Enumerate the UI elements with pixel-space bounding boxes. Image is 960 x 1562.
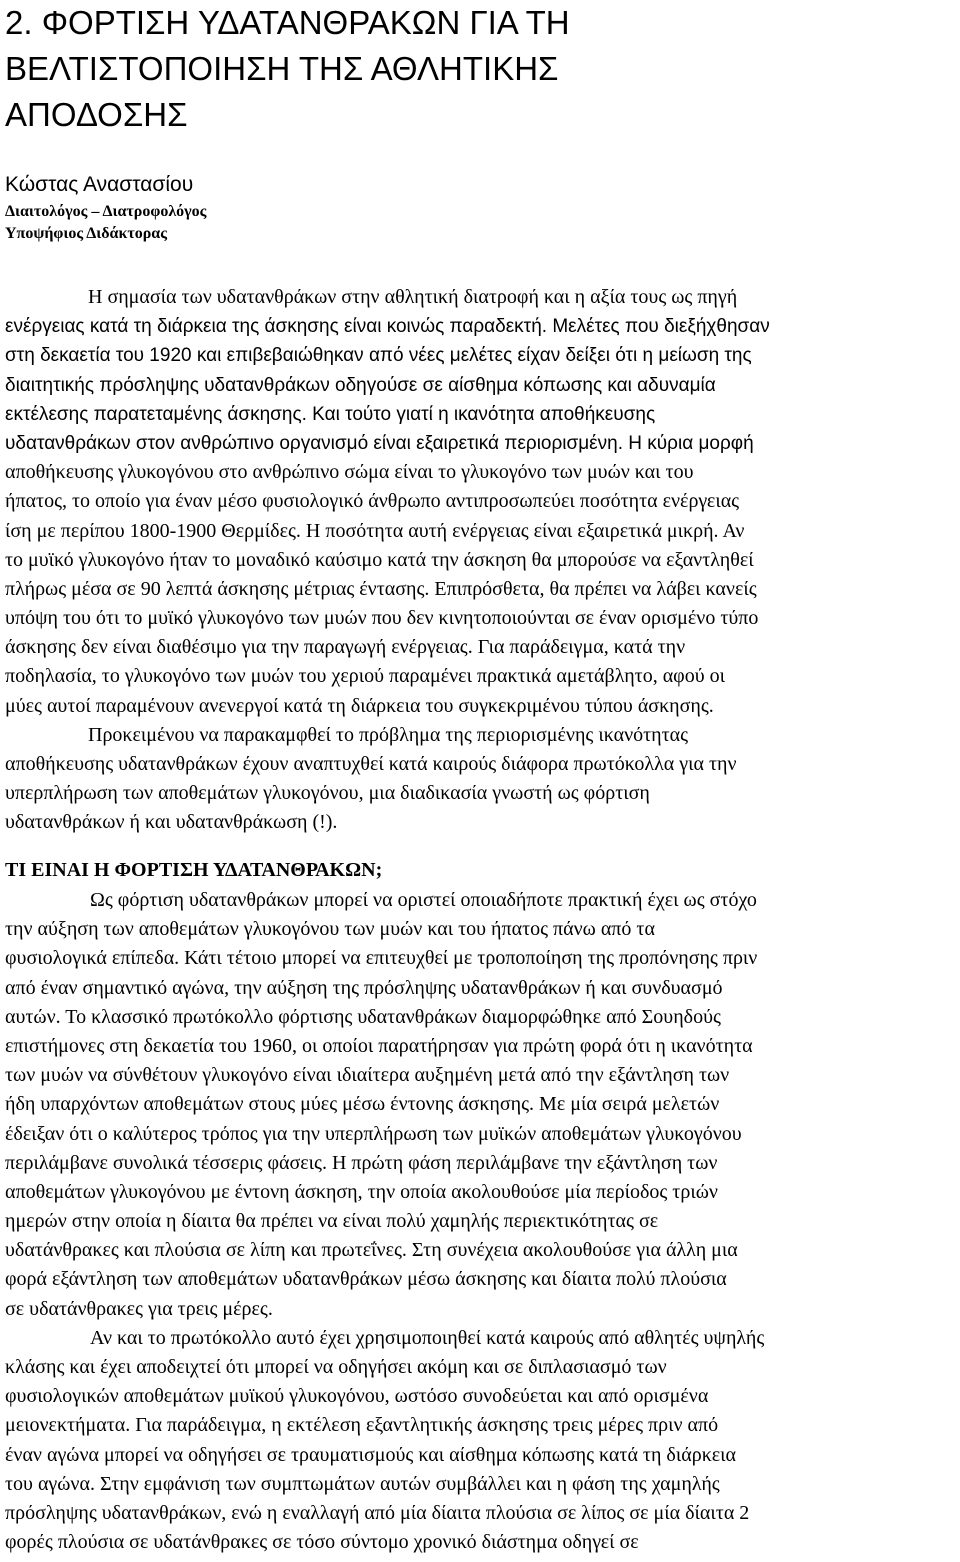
author-role: Διαιτολόγος – Διατροφολόγος: [5, 203, 207, 220]
text-line: έδειξαν ότι ο καλύτερος τρόπος για την υπερπλήρωση των μυϊκών αποθεμάτων γλυκογόνου: [5, 1122, 742, 1145]
text-line: την αύξηση των αποθεμάτων γλυκογόνου των μυών και του ήπατος πάνω από τα: [5, 918, 655, 941]
title-line: 2. ΦΟΡΤΙΣΗ ΥΔΑΤΑΝΘΡΑΚΩΝ ΓΙΑ ΤΗ: [5, 4, 570, 41]
text-line: ίση με περίπου 1800-1900 Θερμίδες. Η ποσότητα αυτή ενέργειας είναι εξαιρετικά μικρή. Αν: [5, 519, 745, 542]
text-line: πλήρως μέσα σε 90 λεπτά άσκησης μέτριας έντασης. Επιπρόσθετα, θα πρέπει να λάβει κανείς: [5, 577, 757, 600]
text-line: Προκειμένου να παρακαμφθεί το πρόβλημα της περιορισμένης ικανότητας: [88, 723, 689, 746]
text-line: από έναν σημαντικό αγώνα, την αύξηση της πρόσληψης υδατανθράκων ή και συνδυασμό: [5, 976, 723, 999]
text-line: υπόψη του ότι το μυϊκό γλυκογόνο των μυών που δεν κινητοποιούνται σε έναν ορισμένο τύπο: [5, 607, 759, 630]
text-line: αποθήκευσης γλυκογόνου στο ανθρώπινο σώμα είναι το γλυκογόνο των μυών και του: [5, 461, 694, 484]
text-line: άσκησης δεν είναι διαθέσιμο για την παραγωγή ενέργειας. Για παράδειγμα, κατά την: [5, 636, 686, 659]
text-line: Αν και το πρωτόκολλο αυτό έχει χρησιμοποιηθεί κατά καιρούς από αθλητές υψηλής: [90, 1326, 765, 1349]
text-line: επιστήμονες στη δεκαετία του 1960, οι οποίοι παρατήρησαν για πρώτη φορά ότι η ικανότητα: [5, 1034, 753, 1057]
text-line: Ως φόρτιση υδατανθράκων μπορεί να οριστεί οποιαδήποτε πρακτική έχει ως στόχο: [90, 889, 757, 911]
text-line: υπερπλήρωση των αποθεμάτων γλυκογόνου, μια διαδικασία γνωστή ως φόρτιση: [5, 782, 650, 805]
text-line: έναν αγώνα μπορεί να οδηγήσει σε τραυματισμούς και αίσθημα κόπωσης κατά τη διάρκεια: [5, 1443, 737, 1466]
text-line: μύες αυτοί παραμένουν ανενεργοί κατά τη διάρκεια του συγκεκριμένου τύπου άσκησης.: [5, 694, 714, 717]
text-line: υδατανθράκων ή και υδατανθράκωση (!).: [5, 811, 338, 834]
text-line: υδατάνθρακες και πλούσια σε λίπη και πρωτεΐνες. Στη συνέχεια ακολουθούσε για άλλη μια: [5, 1239, 738, 1262]
text-line: φορές πλούσια σε υδατάνθρακες σε τόσο σύντομο χρονικό διάστημα οδηγεί σε: [5, 1531, 639, 1554]
text-line: διαιτητικής πρόσληψης υδατανθράκων οδηγούσε σε αίσθημα κόπωσης και αδυναμία: [5, 374, 716, 396]
author-roles: [5, 201, 206, 245]
text-line: ήδη υπαρχόντων αποθεμάτων στους μύες μέσω έντονης άσκησης. Με μία σειρά μελετών: [5, 1093, 720, 1116]
section-heading: ΤΙ ΕΙΝΑΙ Η ΦΟΡΤΙΣΗ ΥΔΑΤΑΝΘΡΑΚΩΝ;: [5, 859, 383, 881]
title-line: ΒΕΛΤΙΣΤΟΠΟΙΗΣΗ ΤΗΣ ΑΘΛΗΤΙΚΗΣ: [5, 50, 559, 87]
text-line: φυσιολογικών αποθεμάτων μυϊκού γλυκογόνου, ωστόσο συνοδεύεται και από ορισμένα: [5, 1385, 709, 1408]
text-line: πρόσληψης υδατανθράκων, ενώ η εναλλαγή από μία δίαιτα πλούσια σε λίπος σε μία δίαιτα 2: [5, 1501, 750, 1524]
text-line: ενέργειας κατά τη διάρκεια της άσκησης είναι κοινώς παραδεκτή. Μελέτες που διεξήχθησαν: [5, 316, 770, 338]
text-line: μειονεκτήματα. Για παράδειγμα, η εκτέλεση εξαντλητικής άσκησης τρεις μέρες πριν από: [5, 1414, 719, 1437]
text-line: Η σημασία των υδατανθράκων στην αθλητική διατροφή και η αξία τους ως πηγή: [88, 286, 738, 308]
text-line: ήπατος, το οποίο για έναν μέσο φυσιολογικό άνθρωπο αντιπροσωπεύει ποσότητα ενέργειας: [5, 490, 740, 513]
text-line: σε υδατάνθρακες για τρεις μέρες.: [5, 1297, 273, 1320]
text-line: αυτών. Το κλασσικό πρωτόκολλο φόρτισης υδατανθράκων διαμορφώθηκε από Σουηδούς: [5, 1005, 721, 1028]
text-line: φορά εξάντληση των αποθεμάτων υδατανθράκων μέσω άσκησης και δίαιτα πολύ πλούσια: [5, 1268, 727, 1291]
text-line: κλάσης και έχει αποδειχτεί ότι μπορεί να οδηγήσει ακόμη και σε διπλασιασμό των: [5, 1356, 667, 1378]
title-line: ΑΠΟΔΟΣΗΣ: [5, 96, 188, 133]
section-paragraphs: [5, 886, 955, 1557]
text-line: το μυϊκό γλυκογόνο ήταν το μοναδικό καύσιμο κατά την άσκηση θα μπορούσε να εξαντληθεί: [5, 548, 754, 571]
text-line: εκτέλεσης παρατεταμένης άσκησης. Και τούτο γιατί η ικανότητα αποθήκευσης: [5, 403, 656, 425]
author-name: Κώστας Αναστασίου: [5, 173, 194, 196]
text-line: φυσιολογικά επίπεδα. Κάτι τέτοιο μπορεί να επιτευχθεί με τροποποίηση της προπόνησης πριν: [5, 947, 758, 970]
text-line: περιλάμβανε συνολικά τέσσερις φάσεις. Η πρώτη φάση περιλάμβανε την εξάντληση των: [5, 1151, 718, 1174]
text-line: των μυών να σύνθέτουν γλυκογόνο είναι ιδιαίτερα αυξημένη μετά από την εξάντληση των: [5, 1064, 730, 1087]
text-line: αποθήκευσης υδατανθράκων έχουν αναπτυχθεί κατά καιρούς διάφορα πρωτόκολλα για την: [5, 753, 737, 775]
text-line: στη δεκαετία του 1920 και επιβεβαιώθηκαν από νέες μελέτες είχαν δείξει ότι η μείωση της: [5, 345, 752, 367]
author-role: Υποψήφιος Διδάκτορας: [5, 225, 167, 242]
text-line: υδατανθράκων στον ανθρώπινο οργανισμό είναι εξαιρετικά περιορισμένη. Η κύρια μορφή: [5, 432, 754, 454]
text-line: αποθεμάτων γλυκογόνου με έντονη άσκηση, την οποία ακολουθούσε μία περίοδος τριών: [5, 1180, 718, 1203]
text-line: ημερών στην οποία η δίαιτα θα πρέπει να είναι πολύ χαμηλής περιεκτικότητας σε: [5, 1210, 659, 1233]
document-title: [5, 0, 905, 138]
intro-paragraphs: [5, 283, 955, 838]
text-line: του αγώνα. Στην εμφάνιση των συμπτωμάτων αυτών συμβάλλει και η φάση της χαμηλής: [5, 1472, 720, 1495]
text-line: ποδηλασία, το γλυκογόνο των μυών του χεριού παραμένει πρακτικά αμετάβλητο, αφού οι: [5, 665, 726, 688]
